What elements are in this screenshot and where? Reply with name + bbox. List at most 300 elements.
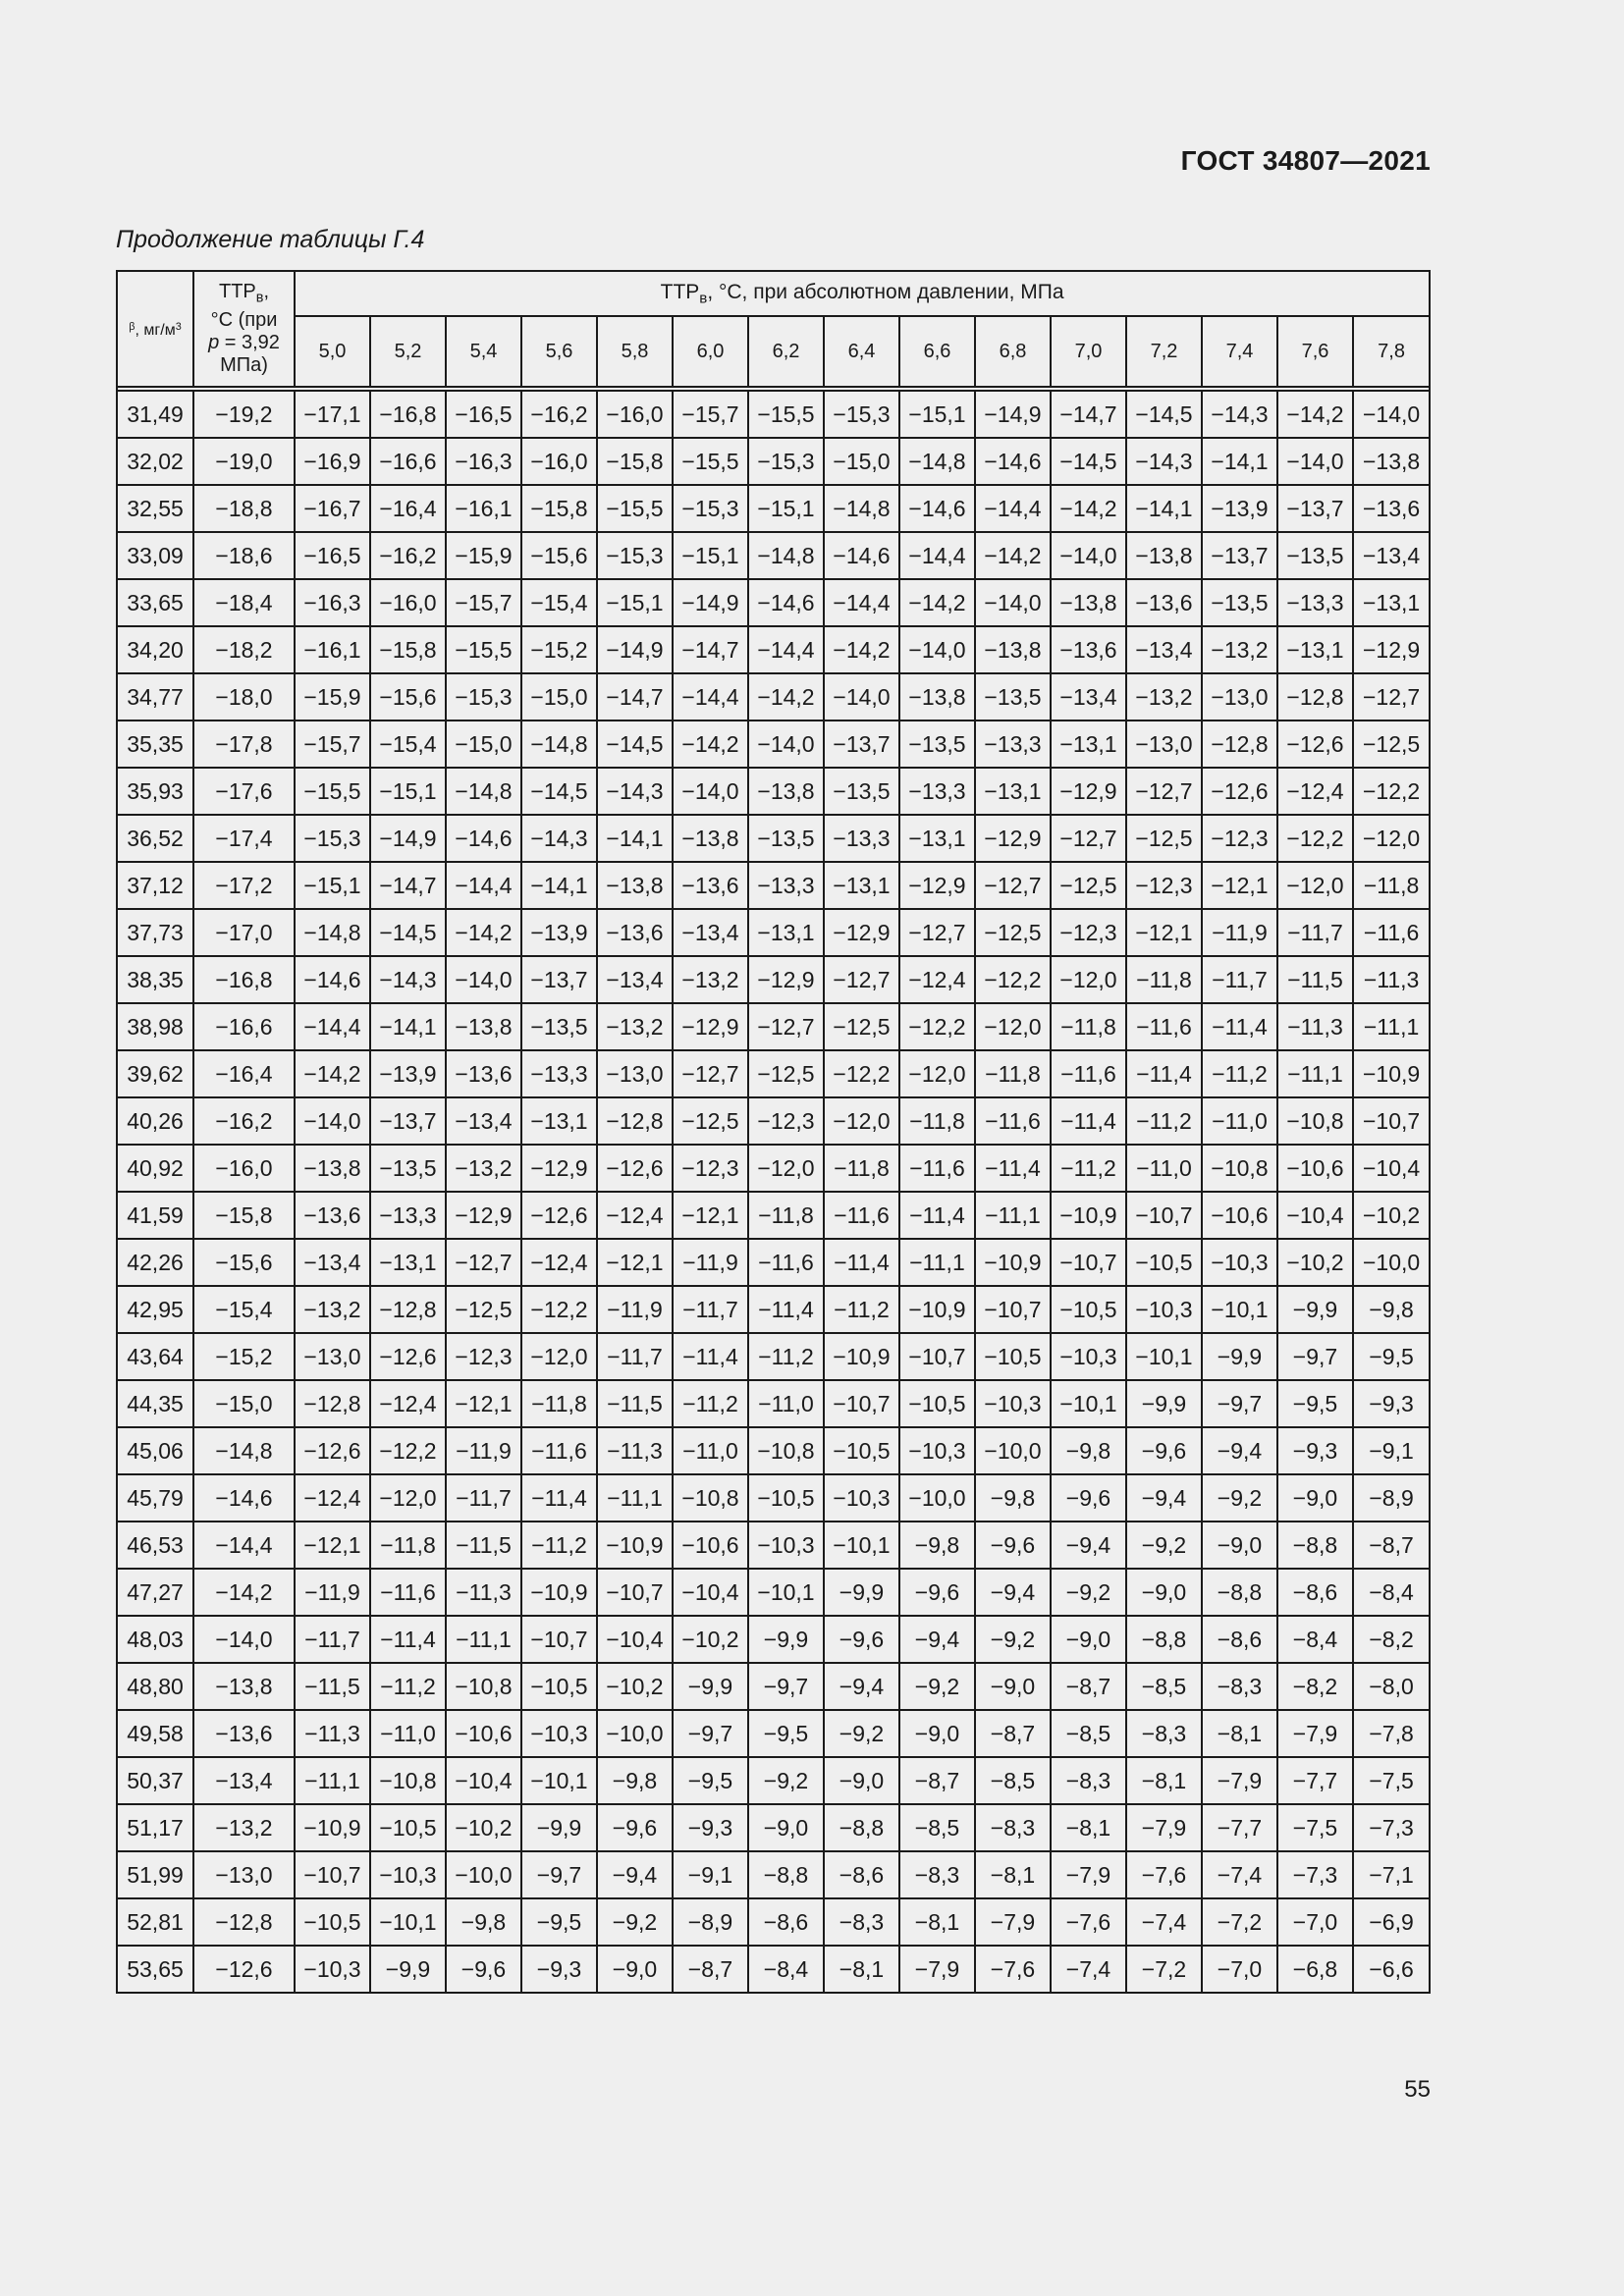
cell-ttr: −16,1 (295, 626, 370, 673)
cell-ttr: −13,4 (673, 909, 748, 956)
cell-ttr: −10,5 (748, 1474, 824, 1522)
cell-ttr: −11,7 (295, 1616, 370, 1663)
cell-ttr: −8,3 (824, 1898, 899, 1946)
cell-ttr: −13,6 (1353, 485, 1430, 532)
cell-ttr: −9,2 (899, 1663, 975, 1710)
cell-ttr: −13,3 (975, 721, 1051, 768)
cell-ttr: −15,5 (295, 768, 370, 815)
cell-beta: 48,80 (117, 1663, 193, 1710)
cell-ttr: −13,1 (521, 1097, 597, 1145)
cell-ttr-3-92: −15,8 (193, 1192, 295, 1239)
cell-ttr: −9,4 (899, 1616, 975, 1663)
cell-ttr: −9,8 (446, 1898, 521, 1946)
cell-ttr: −12,6 (1202, 768, 1277, 815)
cell-ttr: −14,9 (975, 391, 1051, 438)
cell-ttr: −10,3 (370, 1851, 446, 1898)
cell-ttr: −10,1 (521, 1757, 597, 1804)
table-row (117, 1804, 1430, 1851)
cell-ttr: −10,6 (673, 1522, 748, 1569)
cell-ttr: −10,8 (1277, 1097, 1353, 1145)
cell-ttr-3-92: −16,0 (193, 1145, 295, 1192)
cell-ttr: −12,4 (1277, 768, 1353, 815)
document-code: ГОСТ 34807—2021 (1180, 145, 1431, 176)
cell-ttr: −11,2 (673, 1380, 748, 1427)
cell-ttr: −11,2 (521, 1522, 597, 1569)
cell-ttr: −10,1 (1126, 1333, 1202, 1380)
cell-ttr: −9,6 (1051, 1474, 1126, 1522)
cell-ttr: −8,7 (899, 1757, 975, 1804)
cell-ttr: −7,9 (1277, 1710, 1353, 1757)
cell-ttr: −15,9 (295, 673, 370, 721)
cell-ttr-3-92: −17,6 (193, 768, 295, 815)
cell-ttr: −11,0 (1202, 1097, 1277, 1145)
cell-ttr: −15,1 (748, 485, 824, 532)
cell-ttr: −15,3 (673, 485, 748, 532)
cell-ttr-3-92: −17,2 (193, 862, 295, 909)
cell-ttr: −15,9 (446, 532, 521, 579)
cell-ttr: −9,4 (1051, 1522, 1126, 1569)
cell-ttr: −11,6 (824, 1192, 899, 1239)
cell-ttr: −12,9 (446, 1192, 521, 1239)
cell-ttr: −15,4 (521, 579, 597, 626)
table-row (117, 1851, 1430, 1898)
cell-beta: 37,12 (117, 862, 193, 909)
table-row (117, 1192, 1430, 1239)
cell-ttr: −14,6 (446, 815, 521, 862)
cell-ttr: −13,2 (673, 956, 748, 1003)
cell-ttr: −8,6 (1277, 1569, 1353, 1616)
cell-ttr: −10,8 (446, 1663, 521, 1710)
cell-ttr: −9,4 (597, 1851, 673, 1898)
header-pressure: 7,8 (1353, 316, 1430, 387)
cell-beta: 36,52 (117, 815, 193, 862)
cell-ttr: −7,3 (1277, 1851, 1353, 1898)
cell-ttr: −8,2 (1277, 1663, 1353, 1710)
cell-ttr: −9,7 (521, 1851, 597, 1898)
cell-ttr: −15,1 (295, 862, 370, 909)
table-row (117, 1286, 1430, 1333)
cell-ttr: −11,1 (1353, 1003, 1430, 1050)
cell-ttr: −15,7 (673, 391, 748, 438)
cell-ttr: −12,3 (446, 1333, 521, 1380)
cell-ttr: −10,9 (824, 1333, 899, 1380)
cell-ttr: −10,5 (1126, 1239, 1202, 1286)
cell-ttr: −9,5 (748, 1710, 824, 1757)
cell-ttr-3-92: −17,4 (193, 815, 295, 862)
cell-ttr: −10,8 (1202, 1145, 1277, 1192)
cell-ttr-3-92: −16,6 (193, 1003, 295, 1050)
cell-ttr: −14,4 (899, 532, 975, 579)
cell-beta: 38,35 (117, 956, 193, 1003)
cell-ttr: −8,8 (824, 1804, 899, 1851)
cell-ttr: −10,6 (1277, 1145, 1353, 1192)
cell-ttr: −10,3 (975, 1380, 1051, 1427)
cell-ttr: −15,1 (597, 579, 673, 626)
cell-ttr: −10,7 (295, 1851, 370, 1898)
cell-ttr-3-92: −18,4 (193, 579, 295, 626)
cell-beta: 44,35 (117, 1380, 193, 1427)
table-row (117, 862, 1430, 909)
cell-beta: 33,09 (117, 532, 193, 579)
cell-ttr: −10,7 (899, 1333, 975, 1380)
cell-ttr: −14,0 (1051, 532, 1126, 579)
cell-beta: 38,98 (117, 1003, 193, 1050)
header-pressure: 5,8 (597, 316, 673, 387)
cell-ttr: −7,9 (1051, 1851, 1126, 1898)
cell-ttr: −9,0 (597, 1946, 673, 1993)
cell-ttr: −14,9 (597, 626, 673, 673)
cell-ttr: −10,5 (1051, 1286, 1126, 1333)
cell-ttr: −7,6 (1051, 1898, 1126, 1946)
cell-ttr: −9,3 (673, 1804, 748, 1851)
cell-ttr: −12,6 (1277, 721, 1353, 768)
cell-beta: 32,02 (117, 438, 193, 485)
cell-ttr: −14,2 (1051, 485, 1126, 532)
header-pressure: 6,4 (824, 316, 899, 387)
cell-ttr: −9,2 (1051, 1569, 1126, 1616)
cell-ttr: −16,6 (370, 438, 446, 485)
cell-ttr: −12,0 (975, 1003, 1051, 1050)
cell-ttr: −13,1 (1353, 579, 1430, 626)
cell-ttr: −12,8 (370, 1286, 446, 1333)
cell-ttr: −9,9 (824, 1569, 899, 1616)
cell-ttr: −13,1 (1051, 721, 1126, 768)
cell-ttr: −14,8 (521, 721, 597, 768)
header-pressure: 7,0 (1051, 316, 1126, 387)
cell-ttr: −15,3 (295, 815, 370, 862)
cell-ttr-3-92: −19,0 (193, 438, 295, 485)
cell-ttr: −11,9 (295, 1569, 370, 1616)
cell-ttr: −12,3 (1051, 909, 1126, 956)
cell-ttr: −13,0 (295, 1333, 370, 1380)
cell-ttr: −8,3 (1051, 1757, 1126, 1804)
table-row (117, 721, 1430, 768)
cell-ttr: −8,1 (1051, 1804, 1126, 1851)
cell-ttr: −13,1 (899, 815, 975, 862)
cell-ttr: −11,0 (370, 1710, 446, 1757)
cell-ttr: −9,4 (1126, 1474, 1202, 1522)
cell-ttr-3-92: −18,8 (193, 485, 295, 532)
cell-ttr: −13,7 (521, 956, 597, 1003)
cell-ttr: −7,7 (1202, 1804, 1277, 1851)
cell-ttr: −15,3 (446, 673, 521, 721)
cell-ttr-3-92: −12,8 (193, 1898, 295, 1946)
cell-ttr: −10,7 (824, 1380, 899, 1427)
cell-ttr: −13,5 (1202, 579, 1277, 626)
cell-ttr: −9,2 (1126, 1522, 1202, 1569)
cell-ttr: −12,7 (446, 1239, 521, 1286)
cell-ttr: −11,0 (1126, 1145, 1202, 1192)
header-pressure: 6,2 (748, 316, 824, 387)
cell-ttr: −12,0 (899, 1050, 975, 1097)
cell-ttr: −14,0 (975, 579, 1051, 626)
cell-ttr: −14,8 (748, 532, 824, 579)
cell-beta: 37,73 (117, 909, 193, 956)
cell-ttr: −14,6 (748, 579, 824, 626)
cell-ttr: −15,1 (673, 532, 748, 579)
header-beta: $^\beta$, $мг/м^3$ (117, 271, 193, 387)
cell-ttr-3-92: −14,2 (193, 1569, 295, 1616)
header-pressure: 6,8 (975, 316, 1051, 387)
cell-ttr: −13,8 (1051, 579, 1126, 626)
cell-beta: 42,95 (117, 1286, 193, 1333)
cell-ttr: −12,3 (673, 1145, 748, 1192)
cell-ttr: −11,8 (1051, 1003, 1126, 1050)
cell-ttr: −8,5 (975, 1757, 1051, 1804)
cell-ttr: −9,5 (1277, 1380, 1353, 1427)
cell-ttr: −10,1 (1202, 1286, 1277, 1333)
cell-ttr: −10,9 (1353, 1050, 1430, 1097)
cell-ttr: −11,3 (295, 1710, 370, 1757)
cell-ttr: −12,1 (446, 1380, 521, 1427)
cell-ttr: −7,6 (1126, 1851, 1202, 1898)
cell-ttr-3-92: −14,6 (193, 1474, 295, 1522)
cell-ttr: −14,2 (748, 673, 824, 721)
cell-ttr: −11,3 (1353, 956, 1430, 1003)
cell-ttr: −12,2 (370, 1427, 446, 1474)
cell-ttr: −13,6 (295, 1192, 370, 1239)
cell-ttr: −8,7 (673, 1946, 748, 1993)
cell-ttr: −15,5 (748, 391, 824, 438)
cell-beta: 47,27 (117, 1569, 193, 1616)
cell-ttr: −12,8 (295, 1380, 370, 1427)
cell-ttr: −10,9 (975, 1239, 1051, 1286)
cell-ttr: −10,5 (295, 1898, 370, 1946)
cell-ttr: −15,7 (295, 721, 370, 768)
cell-ttr: −11,4 (1051, 1097, 1126, 1145)
cell-ttr: −10,1 (824, 1522, 899, 1569)
cell-beta: 31,49 (117, 391, 193, 438)
cell-ttr: −11,8 (975, 1050, 1051, 1097)
cell-ttr: −10,1 (748, 1569, 824, 1616)
cell-ttr-3-92: −14,8 (193, 1427, 295, 1474)
cell-ttr: −9,8 (597, 1757, 673, 1804)
cell-ttr: −12,3 (1126, 862, 1202, 909)
cell-ttr: −9,7 (1202, 1380, 1277, 1427)
cell-ttr: −14,6 (824, 532, 899, 579)
cell-ttr: −14,2 (446, 909, 521, 956)
table-body (117, 391, 1430, 1993)
cell-ttr: −10,8 (748, 1427, 824, 1474)
cell-ttr: −7,9 (1202, 1757, 1277, 1804)
cell-ttr: −10,7 (975, 1286, 1051, 1333)
cell-beta: 33,65 (117, 579, 193, 626)
cell-ttr: −14,3 (597, 768, 673, 815)
cell-ttr: −16,0 (521, 438, 597, 485)
cell-ttr: −16,8 (370, 391, 446, 438)
cell-ttr: −15,3 (824, 391, 899, 438)
table-row (117, 579, 1430, 626)
cell-ttr: −13,4 (1051, 673, 1126, 721)
cell-ttr: −12,2 (824, 1050, 899, 1097)
cell-ttr: −12,0 (1051, 956, 1126, 1003)
cell-ttr: −13,4 (295, 1239, 370, 1286)
cell-ttr: −14,3 (370, 956, 446, 1003)
cell-ttr: −9,6 (446, 1946, 521, 1993)
cell-ttr: −15,8 (597, 438, 673, 485)
header-ttr-at-3-92: $ТТР_в$, °С (при p = 3,92 МПа) (193, 271, 295, 387)
cell-ttr: −12,1 (295, 1522, 370, 1569)
cell-ttr: −12,5 (673, 1097, 748, 1145)
cell-ttr: −14,4 (975, 485, 1051, 532)
cell-ttr: −7,6 (975, 1946, 1051, 1993)
cell-ttr: −8,8 (1277, 1522, 1353, 1569)
cell-ttr: −9,7 (1277, 1333, 1353, 1380)
cell-ttr: −8,6 (824, 1851, 899, 1898)
cell-ttr-3-92: −15,4 (193, 1286, 295, 1333)
cell-beta: 34,77 (117, 673, 193, 721)
cell-ttr: −12,7 (1051, 815, 1126, 862)
cell-ttr: −14,1 (1202, 438, 1277, 485)
cell-ttr-3-92: −15,2 (193, 1333, 295, 1380)
cell-ttr-3-92: −13,2 (193, 1804, 295, 1851)
cell-ttr: −16,2 (521, 391, 597, 438)
cell-beta: 40,92 (117, 1145, 193, 1192)
cell-ttr: −9,3 (1277, 1427, 1353, 1474)
cell-ttr: −11,1 (446, 1616, 521, 1663)
table-row (117, 673, 1430, 721)
cell-ttr: −13,1 (370, 1239, 446, 1286)
cell-ttr: −15,5 (597, 485, 673, 532)
cell-ttr: −9,0 (975, 1663, 1051, 1710)
table-row (117, 1239, 1430, 1286)
cell-ttr: −8,6 (1202, 1616, 1277, 1663)
cell-ttr: −10,5 (521, 1663, 597, 1710)
cell-ttr: −13,3 (748, 862, 824, 909)
cell-ttr: −7,2 (1126, 1946, 1202, 1993)
cell-ttr: −11,4 (370, 1616, 446, 1663)
cell-ttr: −14,9 (370, 815, 446, 862)
cell-ttr: −10,3 (295, 1946, 370, 1993)
cell-ttr: −11,1 (1277, 1050, 1353, 1097)
cell-ttr: −11,4 (748, 1286, 824, 1333)
cell-ttr: −12,9 (521, 1145, 597, 1192)
cell-ttr: −10,2 (1277, 1239, 1353, 1286)
cell-beta: 51,99 (117, 1851, 193, 1898)
cell-ttr: −14,1 (521, 862, 597, 909)
cell-ttr: −12,2 (1353, 768, 1430, 815)
cell-ttr: −14,7 (370, 862, 446, 909)
cell-ttr: −7,1 (1353, 1851, 1430, 1898)
table-row (117, 1427, 1430, 1474)
cell-ttr: −14,2 (1277, 391, 1353, 438)
cell-beta: 35,93 (117, 768, 193, 815)
header-pressure-row (117, 316, 1430, 387)
cell-ttr: −13,3 (370, 1192, 446, 1239)
cell-ttr: −11,2 (824, 1286, 899, 1333)
cell-ttr: −11,9 (673, 1239, 748, 1286)
cell-ttr: −8,1 (899, 1898, 975, 1946)
cell-ttr: −12,9 (673, 1003, 748, 1050)
cell-ttr: −9,0 (1126, 1569, 1202, 1616)
cell-ttr: −16,5 (295, 532, 370, 579)
cell-ttr: −14,4 (748, 626, 824, 673)
table-row (117, 1333, 1430, 1380)
cell-ttr: −14,3 (1202, 391, 1277, 438)
cell-ttr: −9,8 (975, 1474, 1051, 1522)
cell-ttr: −7,9 (1126, 1804, 1202, 1851)
header-pressure: 5,0 (295, 316, 370, 387)
cell-ttr-3-92: −17,8 (193, 721, 295, 768)
cell-ttr: −14,8 (824, 485, 899, 532)
cell-ttr: −13,7 (370, 1097, 446, 1145)
cell-ttr: −12,5 (824, 1003, 899, 1050)
cell-beta: 42,26 (117, 1239, 193, 1286)
cell-ttr: −12,6 (597, 1145, 673, 1192)
cell-ttr: −11,1 (899, 1239, 975, 1286)
cell-ttr: −9,7 (673, 1710, 748, 1757)
cell-ttr: −11,6 (1353, 909, 1430, 956)
cell-ttr: −14,3 (521, 815, 597, 862)
cell-ttr: −13,3 (521, 1050, 597, 1097)
cell-ttr: −14,8 (899, 438, 975, 485)
cell-ttr: −10,3 (748, 1522, 824, 1569)
cell-ttr: −14,0 (446, 956, 521, 1003)
cell-ttr: −11,4 (521, 1474, 597, 1522)
cell-ttr: −11,6 (748, 1239, 824, 1286)
cell-ttr: −13,0 (597, 1050, 673, 1097)
cell-ttr: −14,2 (899, 579, 975, 626)
cell-ttr: −12,7 (748, 1003, 824, 1050)
cell-ttr: −12,9 (975, 815, 1051, 862)
table-row (117, 1710, 1430, 1757)
cell-ttr: −10,7 (1126, 1192, 1202, 1239)
table-row (117, 1145, 1430, 1192)
cell-ttr: −11,4 (1202, 1003, 1277, 1050)
cell-ttr: −7,4 (1126, 1898, 1202, 1946)
cell-ttr: −11,8 (824, 1145, 899, 1192)
header-pressure: 7,6 (1277, 316, 1353, 387)
table-g4 (116, 270, 1431, 1994)
cell-ttr: −13,8 (1126, 532, 1202, 579)
cell-ttr-3-92: −16,8 (193, 956, 295, 1003)
cell-ttr: −11,0 (748, 1380, 824, 1427)
cell-ttr: −14,0 (824, 673, 899, 721)
cell-ttr: −10,5 (370, 1804, 446, 1851)
cell-ttr: −12,4 (370, 1380, 446, 1427)
cell-ttr: −13,4 (1126, 626, 1202, 673)
cell-ttr: −11,9 (1202, 909, 1277, 956)
cell-ttr-3-92: −17,0 (193, 909, 295, 956)
cell-ttr: −7,4 (1051, 1946, 1126, 1993)
table-caption: Продолжение таблицы Г.4 (116, 226, 425, 253)
cell-beta: 34,20 (117, 626, 193, 673)
cell-ttr: −8,8 (748, 1851, 824, 1898)
cell-ttr: −8,9 (673, 1898, 748, 1946)
cell-ttr: −8,7 (975, 1710, 1051, 1757)
cell-ttr: −12,1 (1126, 909, 1202, 956)
cell-ttr: −11,2 (1126, 1097, 1202, 1145)
table-row (117, 956, 1430, 1003)
cell-ttr: −11,7 (1277, 909, 1353, 956)
cell-ttr: −11,4 (824, 1239, 899, 1286)
table-row (117, 391, 1430, 438)
cell-ttr: −14,7 (597, 673, 673, 721)
cell-ttr: −9,7 (748, 1663, 824, 1710)
cell-ttr: −11,5 (597, 1380, 673, 1427)
cell-ttr: −11,6 (975, 1097, 1051, 1145)
cell-ttr: −10,0 (446, 1851, 521, 1898)
cell-ttr: −13,5 (521, 1003, 597, 1050)
cell-ttr: −10,5 (824, 1427, 899, 1474)
table-row (117, 626, 1430, 673)
cell-ttr: −11,0 (673, 1427, 748, 1474)
table-row (117, 1050, 1430, 1097)
cell-ttr: −13,5 (899, 721, 975, 768)
cell-ttr: −9,0 (824, 1757, 899, 1804)
table-row (117, 909, 1430, 956)
cell-beta: 35,35 (117, 721, 193, 768)
